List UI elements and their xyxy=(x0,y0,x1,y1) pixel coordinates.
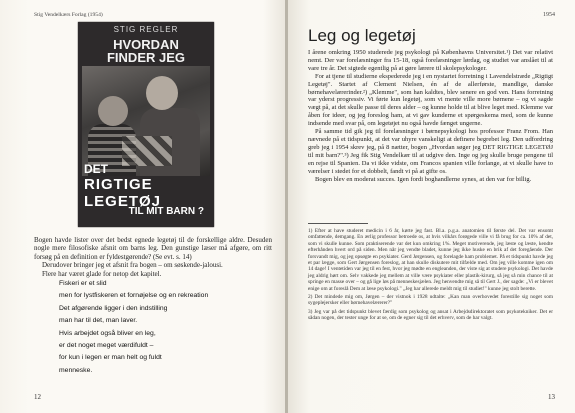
poem-line: menneske. xyxy=(59,366,93,374)
cover-photo-toy-blocks xyxy=(122,136,172,166)
left-page-number: 12 xyxy=(34,393,41,401)
left-page-body xyxy=(34,236,272,278)
cover-text-det: DET xyxy=(84,162,108,176)
cover-title-line-2: FINDER JEG xyxy=(106,50,185,65)
poem-line: men for lystfiskeren et fornøjelse og en rekreation xyxy=(59,292,209,300)
footnote: 1) Efter at have studeret medicin i 6 år, kørte jeg fast. Bl.a. p.g.a. anatomien til første del. Det var ensomt omfattende, demgang. En ærlig professor betroede os, at hvis vilkårs forøgede ville vi få brug for ca. 10% af det, som vi skulle kunne. Som praktiserende var det kun omkring 1%. Meget motiverende, jeg læste og læste, kendte efterhånden hvert ord på siden. Men når jeg vendte bladet, kunne jeg ikke huske en brik af det foregående. Der forsvandt mig, og jeg opsøgte en psykiater. Gerd Jørgensen, og forelagde ham problemet. På et tidspunkt havde jeg et par lægge, som Gert Jørgensen foreslog, at han skulle diskutere mit tilfælde med. Om jeg ville komme igen om 14 dage! I ventetiden var jeg til en fest, hvor jeg mødte en engleanden, der viste sig at studere psykologi. Det havde jeg aldrig hørt om. Selv vakkede jeg mellem at ville være psykiater eller plastik-kirurg, så jeg så min chance til at springe en masse over – og gå lige løs på menneskesjælen. Jeg henvendte mig så til Gert J., der sagde: „Vi er blevet enige om at foreslå Dem at læse psykologi." „Jeg har allerede meldt mig til studiet!" kunne jeg stolt berette. xyxy=(308,228,553,292)
poem-line: er det noget meget værdifuldt – xyxy=(59,342,154,350)
poem-line: Hvis arbejdet også bliver en leg, xyxy=(59,329,156,337)
footnote-divider xyxy=(308,223,368,224)
cover-author: STIG REGLER xyxy=(113,25,179,34)
right-page-number: 13 xyxy=(548,393,555,401)
poem-line: for kun i legen er man helt og fuldt xyxy=(59,354,162,362)
right-page-body xyxy=(308,49,553,183)
book-cover-image xyxy=(78,22,214,227)
right-paragraph: For at tjene til studierne ekspederede jeg i en nystartet forretning i Lavendelstræde „Rigtigt Legetøj". Startet af Clement Nielsen, én af de allerførste, mandlige, danske børnehavelærerinder.²) „Klemme", som han kaldtes, blev senere en god ven. Hans forretning var yderst progressiv. Vi førte kun legetøj, som vi mente ville more børnene – og vi sagde vægt på, at det skulle passe til deres alder – og kunne holde til at blive leget med. Klemme var åben for ideer, og jeg foreslog ham, at vi gav kunderne et spørgeskema med, som de kunne indsende med svar på, om legetøjet nu også havde fænget ungerne. xyxy=(308,72,553,128)
cover-text-til-mit-barn: TIL MIT BARN ? xyxy=(128,206,204,217)
cover-title-line-1: HVORDAN xyxy=(113,37,179,52)
footnote: 2) Det mindede mig om, Jørgen – der vistnok i 1928 udtalte: „Kan man overhovedet forestille sig noget som sygeplejersker eller børnehavelærerer?" xyxy=(308,294,553,307)
poem-line: Fiskeri er et slid xyxy=(59,280,107,287)
right-page-header: 1954 xyxy=(543,12,555,18)
right-paragraph: I årene omkring 1950 studerede jeg psykologi på Københavns Universitet.¹) Det var relativt nemt. Der var forelæsninger fra 15-18, også forelæsninger lørdag, og studiet var anslået til at vare tre år. Det sigtede egentlig på at gøre lærere til skolepsykologer. xyxy=(308,49,553,72)
chapter-title: Leg og legetøj xyxy=(308,26,416,45)
poem-line: man har til det, man laver. xyxy=(59,317,138,325)
cover-photo-face-left xyxy=(98,96,128,126)
right-paragraph: Bogen blev en moderat succes. Igen fordi boghandlerne synes, at den var for billig. xyxy=(315,175,532,183)
footnote: 3) Jeg var på det tidspunkt blevet færdig som psykolog og ansat i Arbejdsdirektoratet som psykotekniker. Det er sådan nogen, der tester unge for at se, om de egner sig til det erhverv, som de har valgt. xyxy=(308,308,553,322)
right-paragraph: På samme tid gik jeg til forelæsninger i børnepsykologi hos professor Franz From. Han nævnede på et tidspunkt, at det var uhyre vanskeligt at definere begrebet leg. Den udfordring greb jeg i 1954 skrev jeg, på 8 nætter, bogen „Hvordan søger jeg DET RIGTIGE LEGETØJ til mit barn?".³) Jeg fik Stig Vendelkær til at udgive den. Inge og jeg skulle bruge pengene til en rejse til Spanien. Da vi ikke vidste, om Francos spanien ville forlange, at vi skulle have to værelser i stedet for et dobbelt, fandt vi på at gifte os. xyxy=(308,128,553,175)
poem-line: Det afgørende ligger i den indstilling xyxy=(59,304,168,312)
left-paragraph: Flere har været glade for netop det kapitel. xyxy=(42,269,162,278)
left-page-header: Stig Vendelkærs Forlag (1954) xyxy=(34,12,103,18)
cover-photo xyxy=(82,66,210,176)
footnotes xyxy=(308,228,553,324)
left-paragraph: Derudover bringer jeg et afsnit fra bogen – om søskende-jalousi. xyxy=(42,261,223,270)
cover-photo-face-right xyxy=(146,76,178,110)
left-paragraph: Bogen havde lister over det bedst egnede legetøj til de forskellige aldre. Desuden nogle mere filosofiske afsnit om barns leg. Den gunstige læser må afgøre, om ritt forsøg på en definition er fyldestgørende? (Se evt. s. 14) xyxy=(34,236,272,261)
cover-text-rigtige: RIGTIGE LEGETØJ xyxy=(84,176,162,210)
poem-block xyxy=(59,278,274,377)
cover-title xyxy=(78,38,214,64)
book-gutter xyxy=(285,0,288,413)
